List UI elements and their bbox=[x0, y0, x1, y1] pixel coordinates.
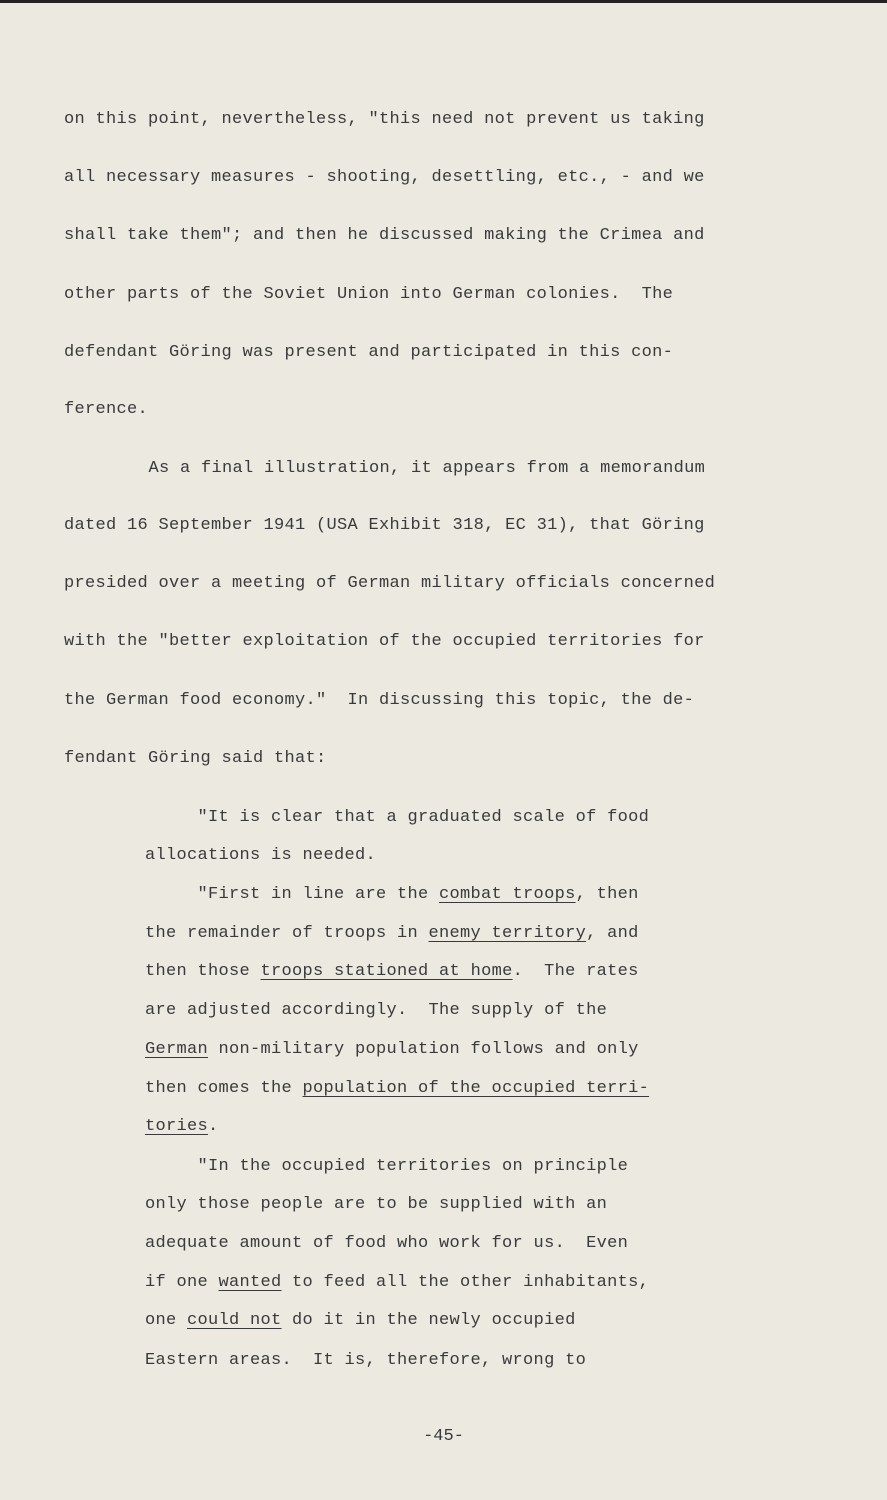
quote-line: adequate amount of food who work for us. Even bbox=[145, 1234, 629, 1253]
quote-line bbox=[145, 963, 639, 980]
underlined-text: enemy territory bbox=[428, 924, 587, 943]
body-line: other parts of the Soviet Union into German colonies. The bbox=[64, 285, 674, 304]
underlined-text: German bbox=[145, 1040, 209, 1059]
quote-line bbox=[145, 1312, 576, 1329]
quote-line: "It is clear that a graduated scale of food bbox=[145, 808, 650, 827]
quote-text: one bbox=[145, 1311, 188, 1330]
quote-text: , and bbox=[586, 924, 639, 943]
body-line: ference. bbox=[64, 400, 149, 419]
quote-line: Eastern areas. It is, therefore, wrong to bbox=[145, 1351, 587, 1370]
quote-line: are adjusted accordingly. The supply of the bbox=[145, 1001, 608, 1020]
body-line: presided over a meeting of German military officials concerned bbox=[64, 574, 716, 593]
quote-line bbox=[145, 1274, 649, 1291]
quote-line bbox=[145, 1041, 639, 1058]
quote-line: only those people are to be supplied with an bbox=[145, 1195, 608, 1214]
quote-line: "In the occupied territories on principle bbox=[145, 1157, 629, 1176]
body-line: shall take them"; and then he discussed making the Crimea and bbox=[64, 226, 705, 245]
quote-line bbox=[145, 886, 639, 903]
quote-text: to feed all the other inhabitants, bbox=[281, 1273, 650, 1292]
body-line: As a final illustration, it appears from a memorandum bbox=[96, 459, 706, 478]
quote-text: then comes the bbox=[145, 1079, 303, 1098]
body-line: with the "better exploitation of the occupied territories for bbox=[64, 632, 705, 651]
quote-text: the remainder of troops in bbox=[145, 924, 429, 943]
body-line: fendant Göring said that: bbox=[64, 749, 327, 768]
quote-line bbox=[145, 1118, 219, 1135]
quote-text: . bbox=[208, 1117, 219, 1136]
quote-text: then those bbox=[145, 962, 261, 981]
quote-text: . The rates bbox=[512, 962, 639, 981]
body-line: on this point, nevertheless, "this need not prevent us taking bbox=[64, 110, 705, 129]
underlined-text: could not bbox=[187, 1311, 282, 1330]
quote-text: , then bbox=[575, 885, 639, 904]
body-line: all necessary measures - shooting, desettling, etc., - and we bbox=[64, 168, 705, 187]
underlined-text: combat troops bbox=[439, 885, 576, 904]
quote-line bbox=[145, 925, 639, 942]
quote-text: do it in the newly occupied bbox=[281, 1311, 576, 1330]
underlined-text: wanted bbox=[218, 1273, 282, 1292]
quote-line bbox=[145, 1080, 649, 1097]
body-line: defendant Göring was present and participated in this con- bbox=[64, 343, 674, 362]
underlined-text: tories bbox=[145, 1117, 209, 1136]
body-line: dated 16 September 1941 (USA Exhibit 318, EC 31), that Göring bbox=[64, 516, 705, 535]
quote-text: if one bbox=[145, 1273, 219, 1292]
page-number: -45- bbox=[423, 1427, 464, 1446]
underlined-text: troops stationed at home bbox=[260, 962, 513, 981]
quote-line: allocations is needed. bbox=[145, 846, 377, 865]
quote-text: non-military population follows and only bbox=[208, 1040, 639, 1059]
body-line: the German food economy." In discussing this topic, the de- bbox=[64, 691, 695, 710]
quote-text: "First in line are the bbox=[145, 885, 440, 904]
underlined-text: population of the occupied terri- bbox=[302, 1079, 650, 1098]
